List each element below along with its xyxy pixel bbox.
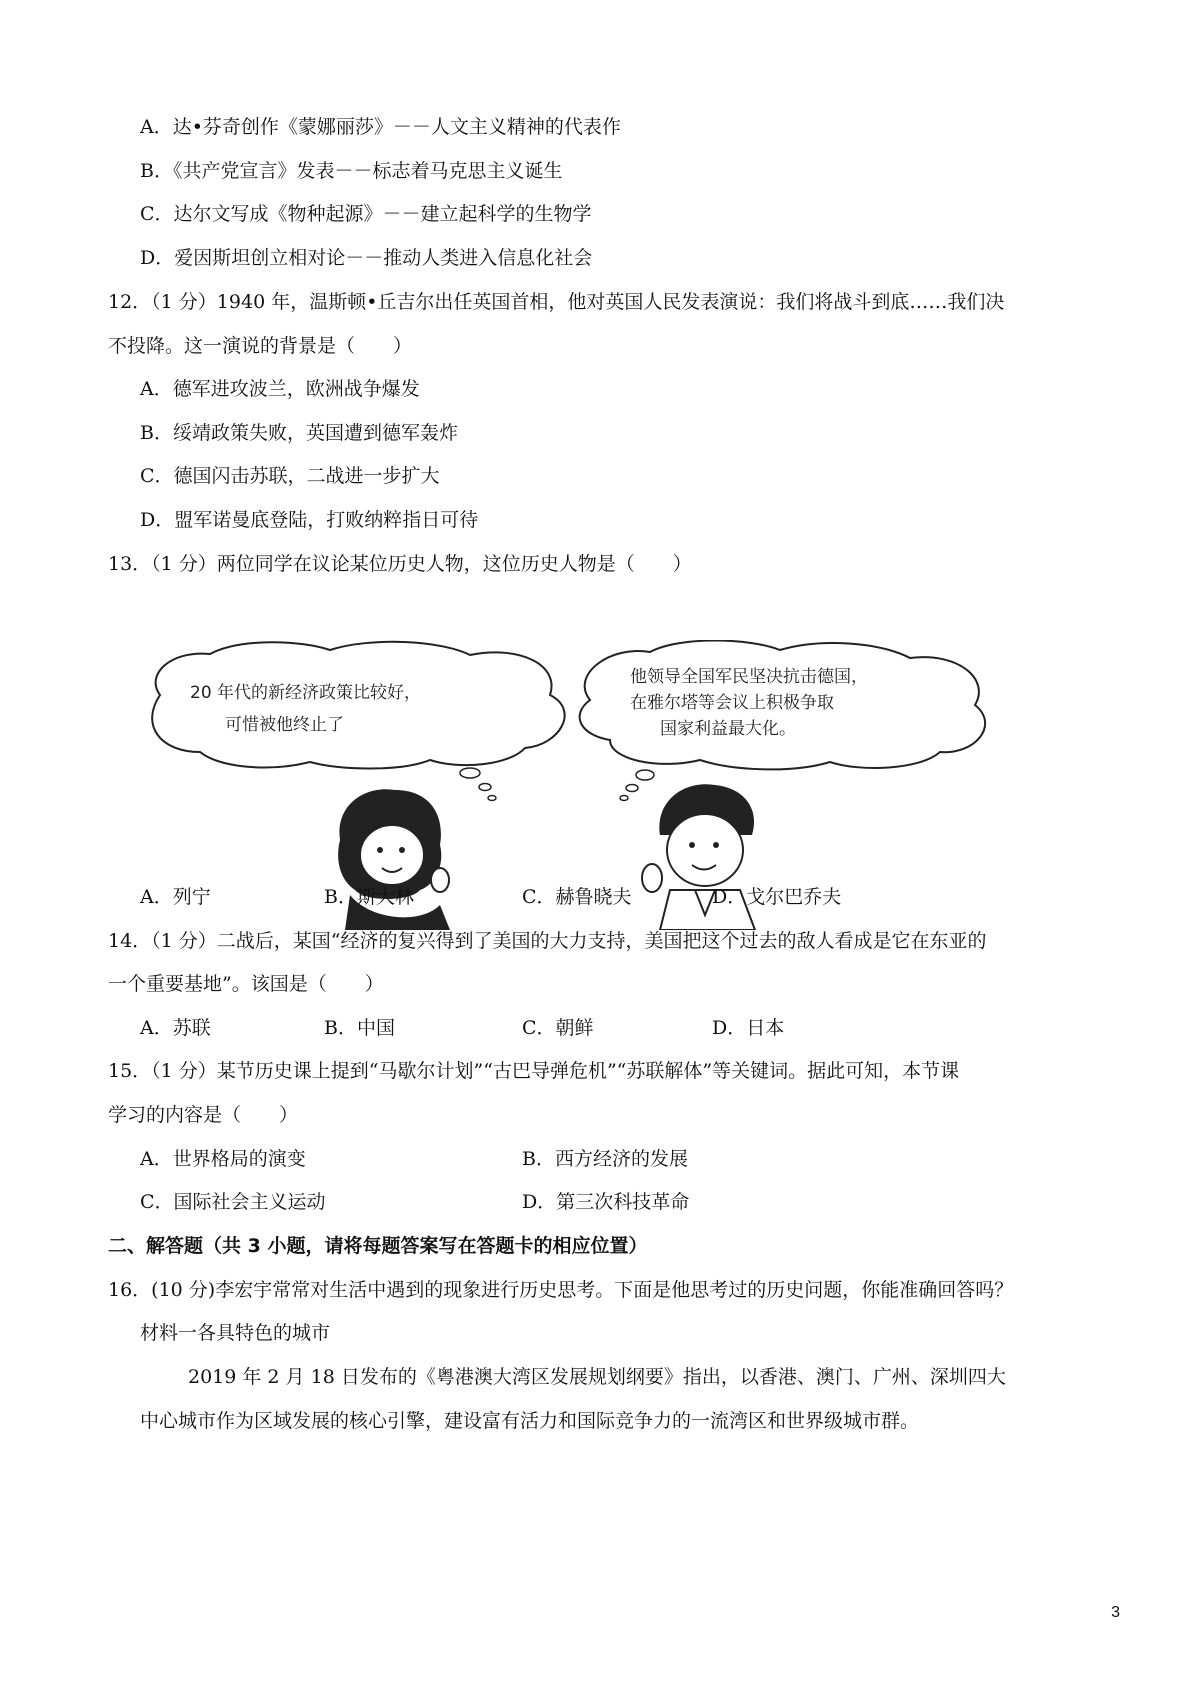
- q15-stem-line1: 15．（1 分）某节历史课上提到“马歇尔计划”“古巴导弹危机”“苏联解体”等关键词。据此可知，本节课: [108, 1060, 960, 1082]
- left-bubble-line1: 20 年代的新经济政策比较好，: [190, 683, 422, 703]
- left-bubble-line2: 可惜被他终止了: [225, 715, 344, 735]
- q16-material-line1: 2019 年 2 月 18 日发布的《粤港澳大湾区发展规划纲要》指出，以香港、澳门、广州、深圳四大: [188, 1366, 1006, 1388]
- right-thought-bubble: [580, 641, 986, 801]
- q14-option-a: A．苏联: [140, 1017, 211, 1039]
- left-thought-bubble: [152, 642, 564, 801]
- q12-option-c: C．德国闪击苏联，二战进一步扩大: [140, 465, 440, 487]
- q13-option-a: A．列宁: [140, 886, 211, 908]
- q11-option-a: A．达•芬奇创作《蒙娜丽莎》－－人文主义精神的代表作: [140, 116, 621, 138]
- q13-stem: 13．（1 分）两位同学在议论某位历史人物，这位历史人物是（ ）: [108, 553, 692, 575]
- q14-option-b: B．中国: [324, 1017, 395, 1039]
- q13-option-c: C．赫鲁晓夫: [522, 886, 632, 908]
- q16-material-title: 材料一各具特色的城市: [140, 1322, 331, 1344]
- q16-material-line2: 中心城市作为区域发展的核心引擎，建设富有活力和国际竞争力的一流湾区和世界级城市群。: [140, 1410, 920, 1432]
- q12-stem-line2: 不投降。这一演说的背景是（ ）: [108, 335, 413, 357]
- q15-option-b: B．西方经济的发展: [522, 1148, 688, 1170]
- q15-option-d: D．第三次科技革命: [522, 1191, 690, 1213]
- q14-option-c: C．朝鲜: [522, 1017, 594, 1039]
- q14-option-d: D．日本: [712, 1017, 785, 1039]
- q15-stem-line2: 学习的内容是（ ）: [108, 1104, 299, 1126]
- q12-option-d: D．盟军诺曼底登陆，打败纳粹指日可待: [140, 509, 479, 531]
- q15-option-a: A．世界格局的演变: [140, 1148, 306, 1170]
- right-bubble-line3: 国家利益最大化。: [660, 719, 796, 739]
- q12-option-a: A．德军进攻波兰，欧洲战争爆发: [140, 378, 420, 400]
- q14-stem-line2: 一个重要基地”。该国是（ ）: [108, 973, 384, 995]
- q13-option-d: D．戈尔巴乔夫: [712, 886, 842, 908]
- q11-option-b: B．《共产党宣言》发表－－标志着马克思主义诞生: [140, 160, 563, 182]
- page-number: 3: [1111, 1604, 1120, 1621]
- right-bubble-line2: 在雅尔塔等会议上积极争取: [630, 693, 834, 713]
- q14-stem-line1: 14．（1 分）二战后，某国“经济的复兴得到了美国的大力支持，美国把这个过去的敌人看成是它在东亚的: [108, 930, 987, 952]
- q15-option-c: C．国际社会主义运动: [140, 1191, 326, 1213]
- q12-option-b: B．绥靖政策失败，英国遭到德军轰炸: [140, 422, 458, 444]
- q11-option-c: C．达尔文写成《物种起源》－－建立起科学的生物学: [140, 203, 592, 225]
- right-bubble-line1: 他领导全国军民坚决抗击德国，: [630, 667, 868, 687]
- q12-stem-line1: 12．（1 分）1940 年，温斯顿•丘吉尔出任英国首相，他对英国人民发表演说：我们将战斗到底……我们决: [108, 291, 1005, 313]
- q13-option-b: B．斯大林: [324, 886, 414, 908]
- q11-option-d: D．爱因斯坦创立相对论－－推动人类进入信息化社会: [140, 247, 593, 269]
- q16-stem: 16．(10 分)李宏宇常常对生活中遇到的现象进行历史思考。下面是他思考过的历史问题，你能准确回答吗？: [108, 1279, 1014, 1301]
- section-2-title: 二、解答题（共 3 小题，请将每题答案写在答题卡的相应位置）: [108, 1235, 648, 1257]
